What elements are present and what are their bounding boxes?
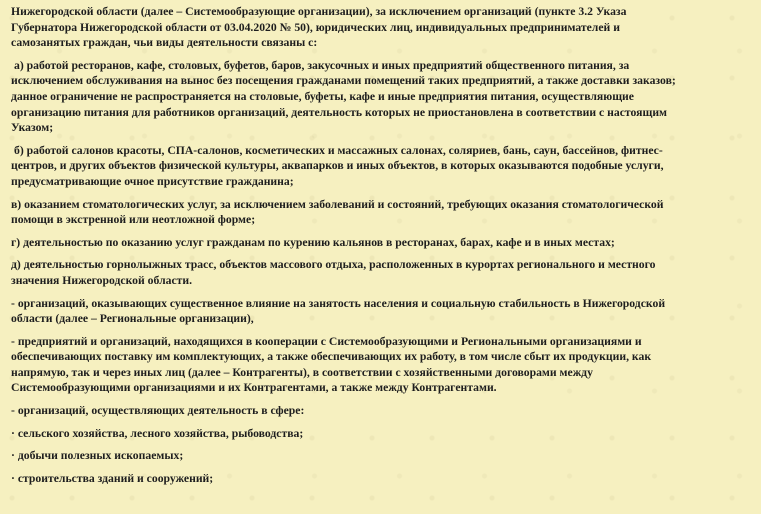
item-d-paragraph: д) деятельностью горнолыжных трасс, объектов массового отдыха, расположенных в курортах регионального и местного значения Нижегородской области. — [11, 258, 656, 287]
item-b-paragraph: б) работой салонов красоты, СПА-салонов, косметических и массажных салонах, соляриев, бань, саун, бассейнов, фитнес- центров, и других объектов физической культуры, аквапарков и иных объектов, в которых оказываются подобные услуги, предусматривающие очное присутствие гражданина; — [11, 143, 664, 188]
item-a-paragraph: а) работой ресторанов, кафе, столовых, буфетов, баров, закусочных и иных предприятий общественного питания, за исключением обслуживания на вынос без посещения гражданами помещений таких предприятий, а также доставки заказов; данное ограничение не распространяется на столовые, буфеты, кафе и иные предприятия питания, осуществляющие организацию питания для работников организаций, деятельность которых не приостановлена в соответствии с настоящим Указом; — [11, 58, 676, 135]
sector-agriculture-item: · сельского хозяйства, лесного хозяйства, рыбоводства; — [11, 426, 304, 440]
intro-paragraph: Нижегородской области (далее – Системообразующие организации), за исключением организаций (пункте 3.2 Указа Губернатора Нижегородской области от 03.04.2020 № 50), юридических лиц, индивидуальных предпринимателей и самозанятых граждан, чьи виды деятельности связаны с: — [11, 5, 627, 50]
contractors-paragraph: - предприятий и организаций, находящихся в кооперации с Системообразующими и Региональными организациями и обеспечивающих поставку им комплектующих, а также обеспечивающих их работу, в том числе сбыт их продукции, как напрямую, так и через иных лиц (далее – Контрагенты), в соответствии с хозяйственными договорами между Системообразующими организациями и их Контрагентами, а также между Контрагентами. — [11, 334, 652, 395]
sector-construction-item: · строительства зданий и сооружений; — [11, 471, 214, 485]
item-g-paragraph: г) деятельностью по оказанию услуг гражданам по курению кальянов в ресторанах, барах, кафе и в иных местах; — [11, 235, 615, 249]
item-v-paragraph: в) оказанием стоматологических услуг, за исключением заболеваний и состояний, требующих оказания стоматологической помощи в экстренной или неотложной форме; — [11, 197, 664, 227]
sectors-heading-paragraph: - организаций, осуществляющих деятельность в сфере: — [11, 404, 305, 418]
regional-orgs-paragraph: - организаций, оказывающих существенное влияние на занятость населения и социальную стабильность в Нижегородской области (далее – Региональные организации), — [11, 296, 666, 326]
sector-mining-item: · добычи полезных ископаемых; — [11, 449, 184, 463]
